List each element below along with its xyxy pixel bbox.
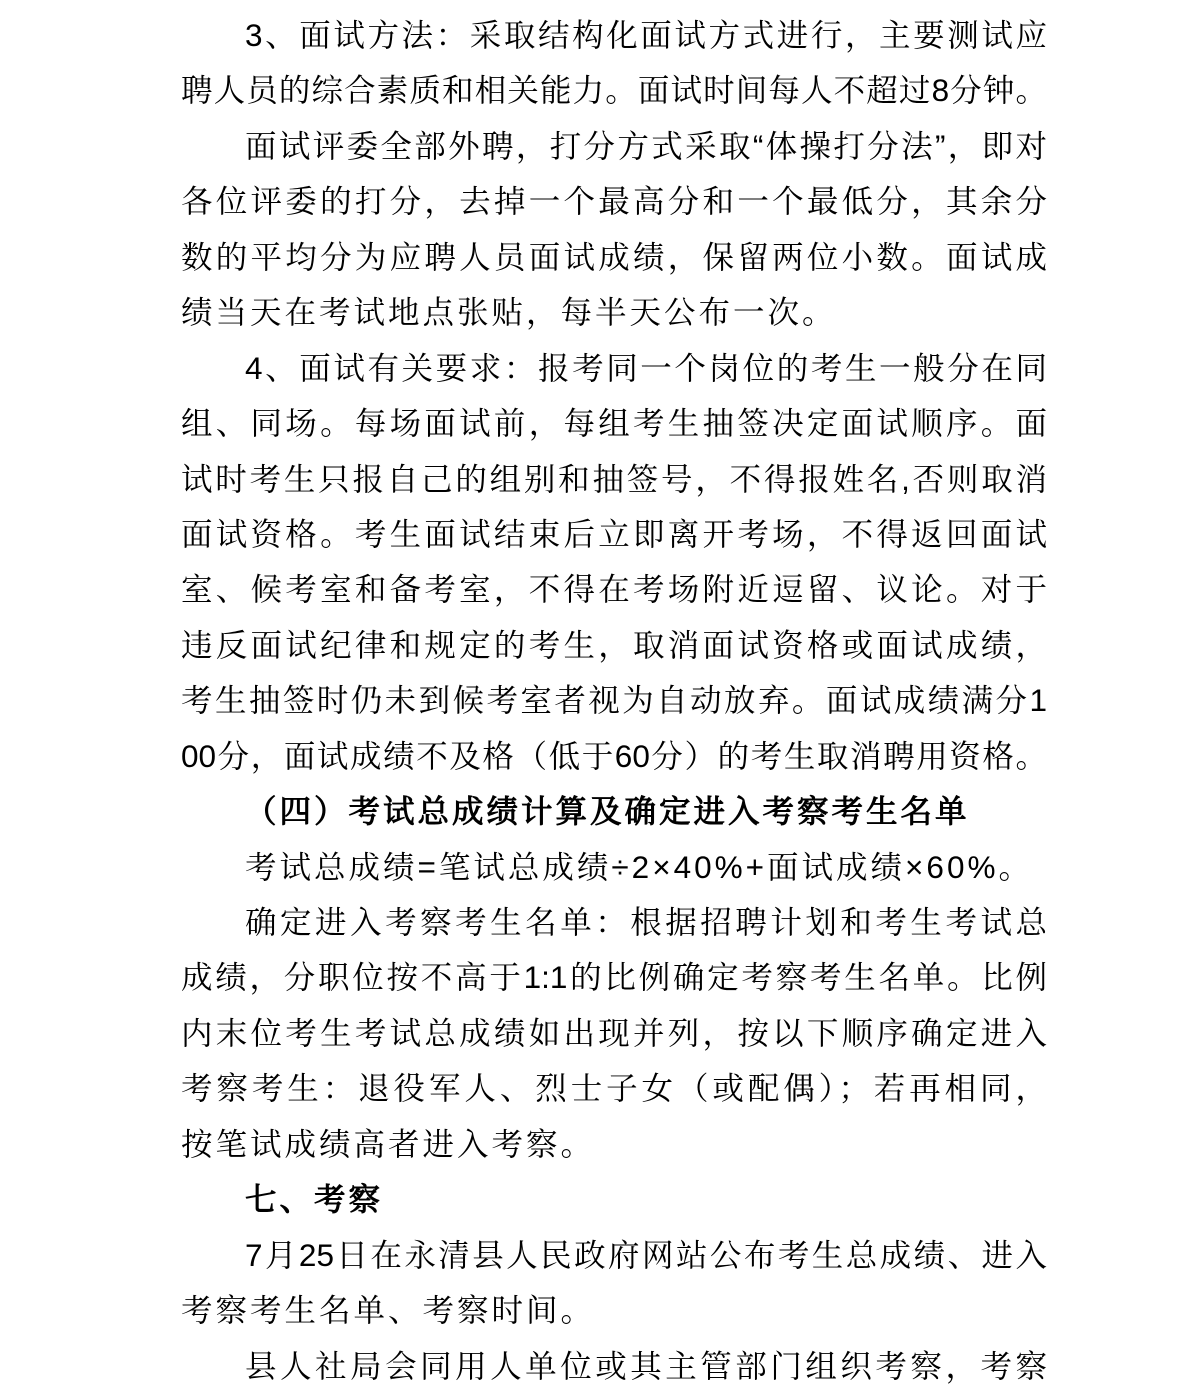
doc-line: 违反面试纪律和规定的考生，取消面试资格或面试成绩， [181, 626, 1047, 663]
doc-line: 组、同场。每场面试前，每组考生抽签决定面试顺序。面 [181, 405, 1047, 442]
doc-line: 4、面试有关要求：报考同一个岗位的考生一般分在同 [245, 349, 1047, 386]
doc-line: 绩当天在考试地点张贴，每半天公布一次。 [181, 294, 837, 331]
doc-line: 试时考生只报自己的组别和抽签号，不得报姓名,否则取消 [181, 460, 1047, 497]
doc-line: 室、候考室和备考室，不得在考场附近逗留、议论。对于 [181, 571, 1047, 608]
doc-line: 考察考生名单、考察时间。 [181, 1292, 596, 1329]
doc-line: 县人社局会同用人单位或其主管部门组织考察，考察 [245, 1347, 1047, 1384]
doc-line: 考察考生：退役军人、烈士子女（或配偶）；若再相同， [181, 1070, 1047, 1107]
doc-line: 面试资格。考生面试结束后立即离开考场，不得返回面试 [181, 515, 1047, 552]
text-column [181, 8, 1047, 1394]
doc-line: 考生抽签时仍未到候考室者视为自动放弃。面试成绩满分1 [181, 682, 1047, 719]
doc-line: 考试总成绩=笔试总成绩÷2×40%+面试成绩×60%。 [245, 848, 1033, 885]
doc-line: 3、面试方法：采取结构化面试方式进行，主要测试应 [245, 17, 1047, 53]
doc-line: 数的平均分为应聘人员面试成绩，保留两位小数。面试成 [181, 238, 1047, 275]
doc-line: 聘人员的综合素质和相关能力。面试时间每人不超过8分钟。 [181, 72, 1047, 109]
doc-line: 成绩，分职位按不高于1:1的比例确定考察考生名单。比例 [181, 959, 1047, 996]
doc-line: 各位评委的打分，去掉一个最高分和一个最低分，其余分 [181, 183, 1047, 220]
doc-line: 面试评委全部外聘，打分方式采取“体操打分法”，即对 [245, 127, 1047, 164]
doc-line: 确定进入考察考生名单：根据招聘计划和考生考试总 [245, 904, 1047, 940]
doc-line: 00分，面试成绩不及格（低于60分）的考生取消聘用资格。 [181, 737, 1047, 774]
doc-line: 内末位考生考试总成绩如出现并列，按以下顺序确定进入 [181, 1014, 1047, 1051]
section-heading-4: （四）考试总成绩计算及确定进入考察考生名单 [245, 793, 970, 830]
doc-line: 按笔试成绩高者进入考察。 [181, 1125, 596, 1162]
doc-line: 7月25日在永清县人民政府网站公布考生总成绩、进入 [245, 1236, 1047, 1273]
section-heading-7: 七、考察 [245, 1181, 384, 1218]
